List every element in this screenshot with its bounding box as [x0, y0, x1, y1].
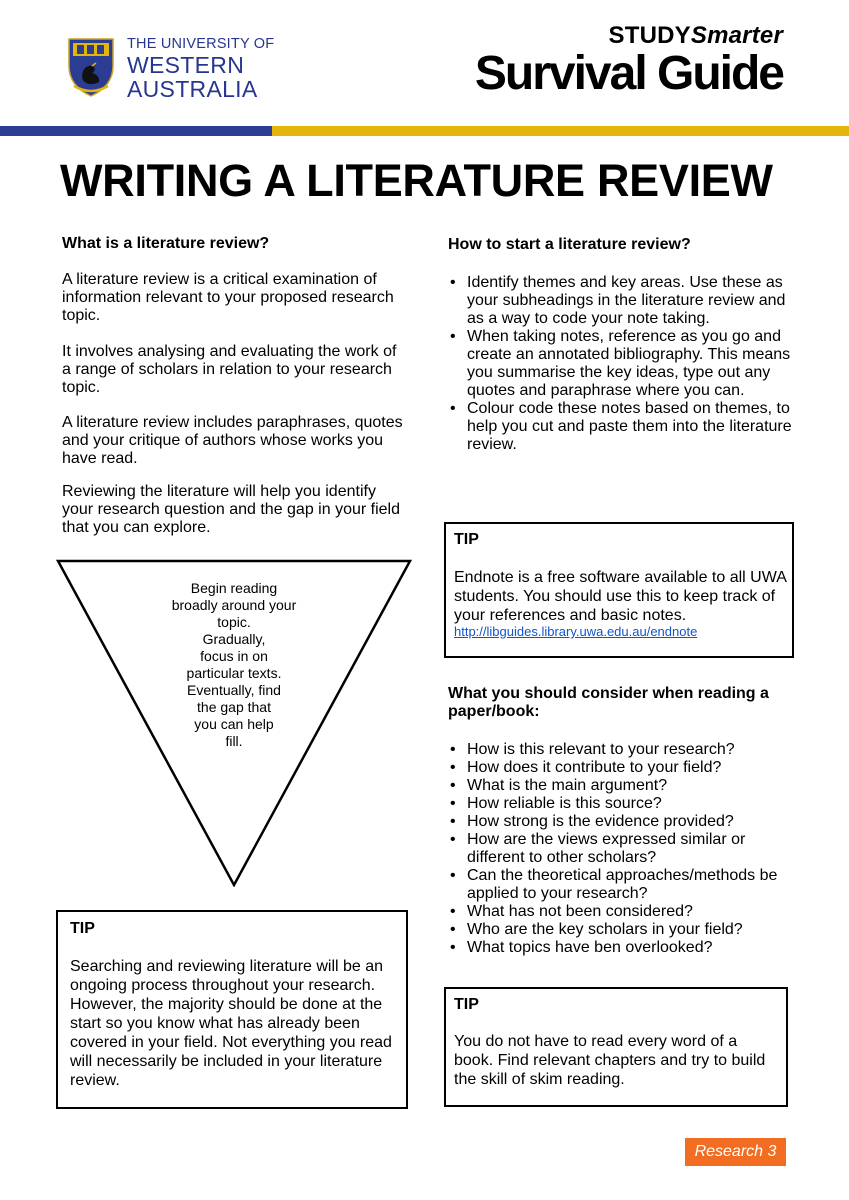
uwa-crest-logo [66, 36, 116, 98]
tip-body: Searching and reviewing literature will be an ongoing process throughout your research. However, the majority should be done at the start so you know what has already been covered in your field. Not everything you read will necessarily be included in your literature review. [70, 958, 392, 1089]
university-line-3: AUSTRALIA [127, 75, 258, 102]
list-item: • Colour code these notes based on themes, to help you cut and paste them into the literature review. [448, 400, 793, 454]
university-line-1: THE UNIVERSITY OF [127, 36, 275, 52]
list-item: • What is the main argument? [448, 777, 793, 795]
tip-body: You do not have to read every word of a book. Find relevant chapters and try to build the skill of skim reading. [454, 1033, 766, 1088]
left-heading: What is a literature review? [62, 235, 270, 252]
list-item: • Identify themes and key areas. Use these as your subheadings in the literature review and as a way to code your note taking. [448, 274, 793, 328]
start-heading: How to start a literature review? [448, 236, 691, 253]
brand-prefix: STUDY [608, 22, 691, 49]
header-stripe-blue [0, 126, 272, 136]
list-item: • How are the views expressed similar or different to other scholars? [448, 831, 793, 867]
studysmarter-brand [609, 22, 783, 50]
consider-list [448, 741, 793, 957]
university-line-2: WESTERN [127, 51, 245, 78]
start-list [448, 274, 793, 454]
list-item: • How does it contribute to your field? [448, 759, 793, 777]
funnel-text-1: Begin reading broadly around your topic. [171, 580, 297, 630]
consider-heading: What you should consider when reading a paper/book: [448, 685, 769, 720]
list-item: • What has not been considered? [448, 903, 793, 921]
tip-title: TIP [454, 531, 479, 548]
left-paragraph-4: Reviewing the literature will help you identify your research question and the gap in your field that you can explore. [62, 483, 400, 536]
university-name [127, 37, 274, 101]
research-badge: Research 3 [685, 1138, 786, 1166]
list-item: • Who are the key scholars in your field? [448, 921, 793, 939]
header-stripe-gold [272, 126, 849, 136]
left-paragraph-3: A literature review includes paraphrases, quotes and your critique of authors whose works you have read. [62, 414, 403, 467]
tip-box-research-process [56, 910, 408, 1109]
list-item: • How reliable is this source? [448, 795, 793, 813]
brand-suffix: Smarter [690, 22, 783, 49]
list-item: • How strong is the evidence provided? [448, 813, 793, 831]
left-paragraph-2: It involves analysing and evaluating the work of a range of scholars in relation to your research topic. [62, 343, 397, 396]
tip-title: TIP [454, 996, 479, 1013]
endnote-link[interactable]: http://libguides.library.uwa.edu.au/endnote [454, 624, 698, 639]
funnel-text-2: Gradually, focus in on particular texts. [186, 631, 282, 681]
page-title: WRITING A LITERATURE REVIEW [60, 155, 773, 206]
list-item: • When taking notes, reference as you go and create an annotated bibliography. This means you summarise the key ideas, type out any quotes and paraphrase where you can. [448, 328, 793, 400]
list-item: • How is this relevant to your research? [448, 741, 793, 759]
funnel-text-3: Eventually, find the gap that you can help fill. [187, 682, 281, 749]
tip-box-endnote [444, 522, 794, 658]
survival-guide-title: Survival Guide [474, 47, 783, 100]
tip-body: Endnote is a free software available to all UWA students. You should use this to keep track of your references and basic notes. [454, 569, 787, 624]
tip-title: TIP [70, 920, 95, 937]
tip-box-skim-reading [444, 987, 788, 1107]
left-paragraph-1: A literature review is a critical examination of information relevant to your proposed research topic. [62, 271, 394, 324]
list-item: • What topics have ben overlooked? [448, 939, 793, 957]
list-item: • Can the theoretical approaches/methods be applied to your research? [448, 867, 793, 903]
